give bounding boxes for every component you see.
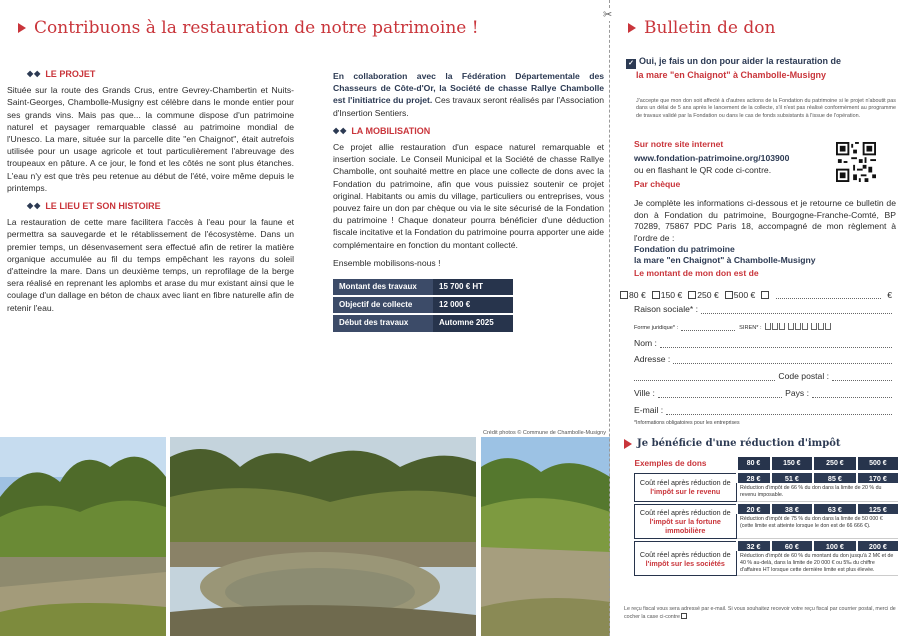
main-title: Contribuons à la restauration de notre patrimoine ! [18, 18, 479, 38]
pond-photo-2 [170, 437, 476, 636]
title-arrow-icon [18, 23, 26, 33]
diamond-icon: ◆◆ [27, 201, 42, 211]
amount-other-field[interactable] [776, 291, 881, 299]
stat-row: Objectif de collecte 12 000 € [333, 296, 513, 314]
lieu-text: La restauration de cette mare facilitera l'accès à l'eau pour la faune et permettra sa sauvegarde et le rétablissement de l'écosystème. Dans un premier temps, un désenvasement sera effectué afin de retirer la matière organique accumulée au fil du temps empêchant les rayons du soleil d'atteindre la mare. Dans un deuxième temps, un reprofilage de la berge sera réalisé en reprenant les aplombs et arase du mur existant ainsi que le coulage d'un dallage en béton de chaux avec liant en fibre naturelle afin de retenir l'eau. [7, 217, 294, 313]
amount-options: 80 € 150 € 250 € 500 € € [620, 290, 892, 300]
cheque-payee: Fondation du patrimoine la mare "en Chaignot" à Chambolle-Musigny Le montant de mon don est de [634, 244, 816, 278]
required-note: *Informations obligatoires pour les entreprises [634, 420, 740, 426]
amount-option-80[interactable]: 80 € [620, 290, 646, 300]
tax-reduction-table: Exemples de dons 80 € 150 € 250 € 500 € Coût réel après réduction de l'impôt sur le revenu 28 € 51 € 85 € 170 € Réduction d'impôt de 66 % du don dans la limite de 20 % du revenu imposable. Coût réel après réduction de l'impôt sur la fortune immobilière 20 € 38 € 63 € 125 € Réduction d'impôt de 75 % du don dans la limite de 50 000 € (cette limite est atteinte lorsque le don est de 66 666 €). Coût réel après réduction de l'impôt sur les sociétés 32 € 60 € 100 € 200 € Réduction d'impôt de 60 % du montant du don jusqu'à 2 M€ et de 40 % au-delà, dans la limite de 20 000 € ou 5‰ du chiffre d'affaires HT lorsque cette dernière limite est plus élevée. [634, 457, 898, 576]
section-heading-projet: ◆◆ LE PROJET [27, 69, 96, 79]
forme-siren-row: Forme juridique* : SIREN* : [634, 321, 892, 331]
tax-row-is: Coût réel après réduction de l'impôt sur les sociétés 32 € 60 € 100 € 200 € [635, 541, 899, 551]
photo-credit: Crédit photos © Commune de Chambolle-Musigny [483, 430, 606, 436]
cheque-instructions: Je complète les informations ci-dessous et je retourne ce bulletin de don à Fondation du patrimoine, Bourgogne-Franche-Comté, BP 70289, 75867 PDC Paris 18, accompagné de mon règlement à l'ordre de : [634, 198, 896, 243]
ensemble-text: Ensemble mobilisons-nous ! [333, 257, 441, 268]
fine-print: J'accepte que mon don soit affecté à d'autres actions de la Fondation du patrimoine si le projet n'aboutit pas dans un délai de 5 ans après le lancement de la collecte, s'il n'est pas réalisé conformément au programme de travaux validé par la Fondation ou dans le cas de fonds subsistants à l'issue de l'opération. [636, 98, 896, 119]
projet-text: Située sur la route des Grands Crus, entre Gevrey-Chambertin et Nuits-Saint-Georges, Chambolle-Musigny est célèbre dans le monde entier pour ses grands vins. Mais pas que... la commune dispose d'un patrimoine naturel et paysager remarquable classé au patrimoine mondial de l'Unesco. La mare, située sur la parcelle dite "en Chaignot", était autrefois utilisée pour un usage agricole et tout particulièrement l'abreuvage des troupeaux en pâture. A ce jour, le fond et les côtés ne sont plus étanches. L'eau n'y est que très peu retenue au début de l'été, voire même depuis le printemps. [7, 85, 294, 193]
donation-url-link[interactable]: www.fondation-patrimoine.org/103900 [634, 153, 790, 163]
adresse-field[interactable]: Adresse : [634, 354, 892, 364]
collab-paragraph: En collaboration avec la Fédération Départementale des Chasseurs de Côte-d'Or, la Société de chasse Rallye Chambolle est l'initiatrice du projet. Ces travaux seront réalisés par l'Association d'Insertion Sentiers. [333, 71, 604, 118]
amount-option-150[interactable]: 150 € [652, 290, 683, 300]
section-heading-mobilisation: ◆◆ LA MOBILISATION [333, 125, 431, 136]
adresse-line-2-field[interactable] [634, 372, 775, 381]
qr-code-icon[interactable] [836, 142, 876, 182]
mobilisation-text: Ce projet allie restauration d'un espace naturel remarquable et insertion sociale. Le Conseil Municipal et la Société de chasse Rallye Chambolle, ont souhaité mettre en place une collecte de dons avec la Fondation du patrimoine, afin que vous puissiez soutenir ce projet original. Habitants ou amis du village, particuliers ou entreprises, vous pouvez faire un don par chèque ou via le site sécurisé de la Fondation du patrimoine ! Chaque donateur pourra bénéficier d'une déduction fiscale incitative et la Fondation du patrimoine pourra apporter une aide complémentaire en fonction du montant collecté. [333, 142, 604, 250]
tax-reduction-heading: Je bénéficie d'une réduction d'impôt [624, 438, 841, 449]
tax-row-ir: Coût réel après réduction de l'impôt sur le revenu 28 € 51 € 85 € 170 € [635, 473, 899, 483]
diamond-icon: ◆◆ [27, 69, 42, 78]
amount-option-other[interactable] [761, 291, 769, 299]
checkbox-checked-icon[interactable]: ✓ [626, 59, 636, 69]
pays-field[interactable] [812, 389, 892, 398]
pond-photo-3 [481, 437, 610, 636]
code-postal-row: Code postal : [634, 371, 892, 381]
left-column [7, 66, 294, 320]
title-arrow-icon [628, 23, 636, 33]
raison-sociale-field[interactable]: Raison sociale* : [634, 304, 892, 314]
stat-row: Début des travaux Automne 2025 [333, 314, 513, 332]
donation-pledge: ✓ Oui, je fais un don pour aider la restauration de la mare "en Chaignot" à Chambolle-Musigny [626, 55, 896, 81]
heading-arrow-icon [624, 439, 632, 449]
tax-row-ifi: Coût réel après réduction de l'impôt sur la fortune immobilière 20 € 38 € 63 € 125 € [635, 504, 899, 514]
forme-juridique-field[interactable] [681, 322, 735, 331]
email-field[interactable]: E-mail : [634, 405, 892, 415]
project-stats-table [333, 279, 513, 334]
form-title: Bulletin de don [628, 18, 775, 38]
section-heading-lieu: ◆◆ LE LIEU ET SON HISTOIRE [27, 201, 161, 212]
code-postal-field[interactable] [832, 372, 892, 381]
receipt-note: Le reçu fiscal vous sera adressé par e-mail. Si vous souhaitez recevoir votre reçu fiscal par courrier postal, merci de cocher la case ci-contre [624, 606, 896, 621]
amount-option-500[interactable]: 500 € [725, 290, 756, 300]
siren-field[interactable] [765, 321, 833, 331]
amount-option-250[interactable]: 250 € [688, 290, 719, 300]
online-section: Sur notre site internet www.fondation-patrimoine.org/103900 ou en flashant le QR code ci-contre. Par chèque [634, 139, 834, 189]
donation-form [612, 0, 900, 636]
postal-receipt-checkbox[interactable] [681, 613, 687, 619]
nom-field[interactable]: Nom : [634, 338, 892, 348]
stat-row: Montant des travaux 15 700 € HT [333, 279, 513, 296]
middle-column [333, 70, 604, 334]
scissors-icon: ✂ [603, 9, 613, 21]
ville-pays-row: Ville : Pays : [634, 388, 892, 398]
pond-photo-1 [0, 437, 166, 636]
diamond-icon: ◆◆ [333, 125, 348, 135]
tax-header-row: Exemples de dons 80 € 150 € 250 € 500 € [635, 457, 899, 470]
ville-field[interactable] [658, 389, 782, 398]
cut-line [609, 0, 610, 636]
